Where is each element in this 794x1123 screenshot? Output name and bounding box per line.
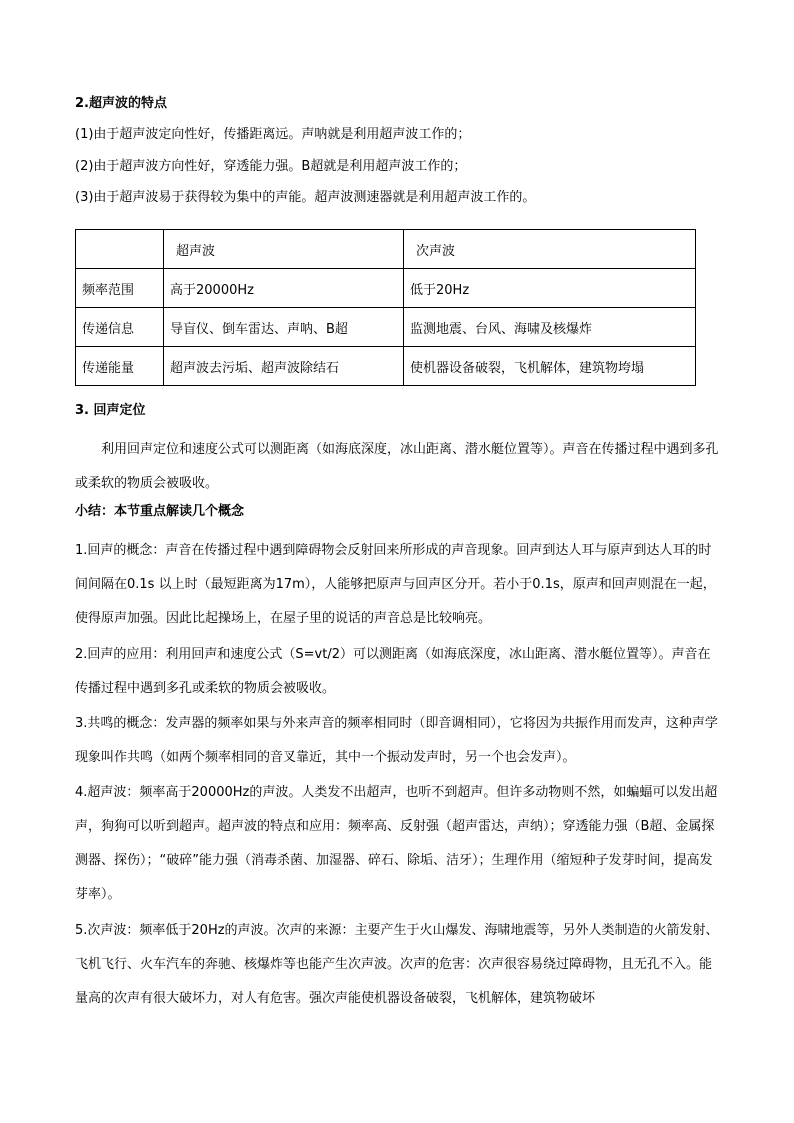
summary-paragraph-1: 1.回声的概念：声音在传播过程中遇到障碍物会反射回来所形成的声音现象。回声到达人耳与原声到达人耳的时间间隔在0.1s 以上时（最短距离为17m），人能够把原声与回声区分开。若小于0.1s，原声和回声则混在一起，使得原声加强。因此比起操场上，在屋子里的说话的声音总是比较响亮。 <box>75 543 716 626</box>
table-cell: 高于20000Hz <box>164 269 404 308</box>
summary-paragraph-5: 5.次声波：频率低于20Hz的声波。次声的来源：主要产生于火山爆发、海啸地震等，另外人类制造的火箭发射、飞机飞行、火车汽车的奔驰、核爆炸等也能产生次声波。次声的危害：次声很容易绕过障碍物，且无孔不入。能量高的次声有很大破坏力，对人有危害。强次声能使机器设备破裂，飞机解体，建筑物破坏 <box>75 923 719 1006</box>
table-cell: 监测地震、台风、海啸及核爆炸 <box>404 308 696 347</box>
table-row <box>76 347 696 386</box>
section2-item-1: (1)由于超声波定向性好，传播距离远。声呐就是利用超声波工作的； <box>75 127 471 142</box>
section2-item-2: (2)由于超声波方向性好，穿透能力强。B超就是利用超声波工作的； <box>75 159 467 174</box>
summary-heading: 小结：本节重点解读几个概念 <box>75 504 245 519</box>
summary-paragraph-3: 3.共鸣的概念：发声器的频率如果与外来声音的频率相同时（即音调相同），它将因为共振作用而发声，这种声学现象叫作共鸣（如两个频率相同的音叉靠近，其中一个振动发声时，另一个也会发声）。 <box>75 716 718 765</box>
comparison-table <box>75 229 696 386</box>
table-row <box>76 308 696 347</box>
summary-paragraph-4: 4.超声波：频率高于20000Hz的声波。人类发不出超声，也听不到超声。但许多动物则不然，如蝙蝠可以发出超声，狗狗可以听到超声。超声波的特点和应用：频率高、反射强（超声雷达，声纳）；穿透能力强（B超、金属探测器、探伤）；“破碎”能力强（消毒杀菌、加湿器、碎石、除垢、洁牙）；生理作用（缩短种子发芽时间，提高发芽率）。 <box>75 785 718 902</box>
table-cell: 使机器设备破裂，飞机解体，建筑物垮塌 <box>404 347 696 386</box>
summary-paragraph-2: 2.回声的应用：利用回声和速度公式（S=vt/2）可以测距离（如海底深度，冰山距离、潜水艇位置等）。声音在传播过程中遇到多孔或柔软的物质会被吸收。 <box>75 647 711 696</box>
table-cell: 超声波去污垢、超声波除结石 <box>164 347 404 386</box>
table-header-cell: 次声波 <box>404 230 696 269</box>
section2-heading: 2.超声波的特点 <box>75 96 167 111</box>
table-cell: 导盲仪、倒车雷达、声呐、B超 <box>164 308 404 347</box>
table-header-cell: 超声波 <box>164 230 404 269</box>
table-cell: 传递信息 <box>76 308 164 347</box>
section2-item-3: (3)由于超声波易于获得较为集中的声能。超声波测速器就是利用超声波工作的。 <box>75 190 536 205</box>
section3-heading: 3. 回声定位 <box>75 403 146 418</box>
table-row <box>76 269 696 308</box>
table-header-row <box>76 230 696 269</box>
section3-text: 利用回声定位和速度公式可以测距离（如海底深度，冰山距离、潜水艇位置等）。声音在传播过程中遇到多孔或柔软的物质会被吸收。 <box>75 442 719 491</box>
table-cell: 传递能量 <box>76 347 164 386</box>
table-cell: 频率范围 <box>76 269 164 308</box>
table-cell: 低于20Hz <box>404 269 696 308</box>
table-header-cell <box>76 230 164 269</box>
